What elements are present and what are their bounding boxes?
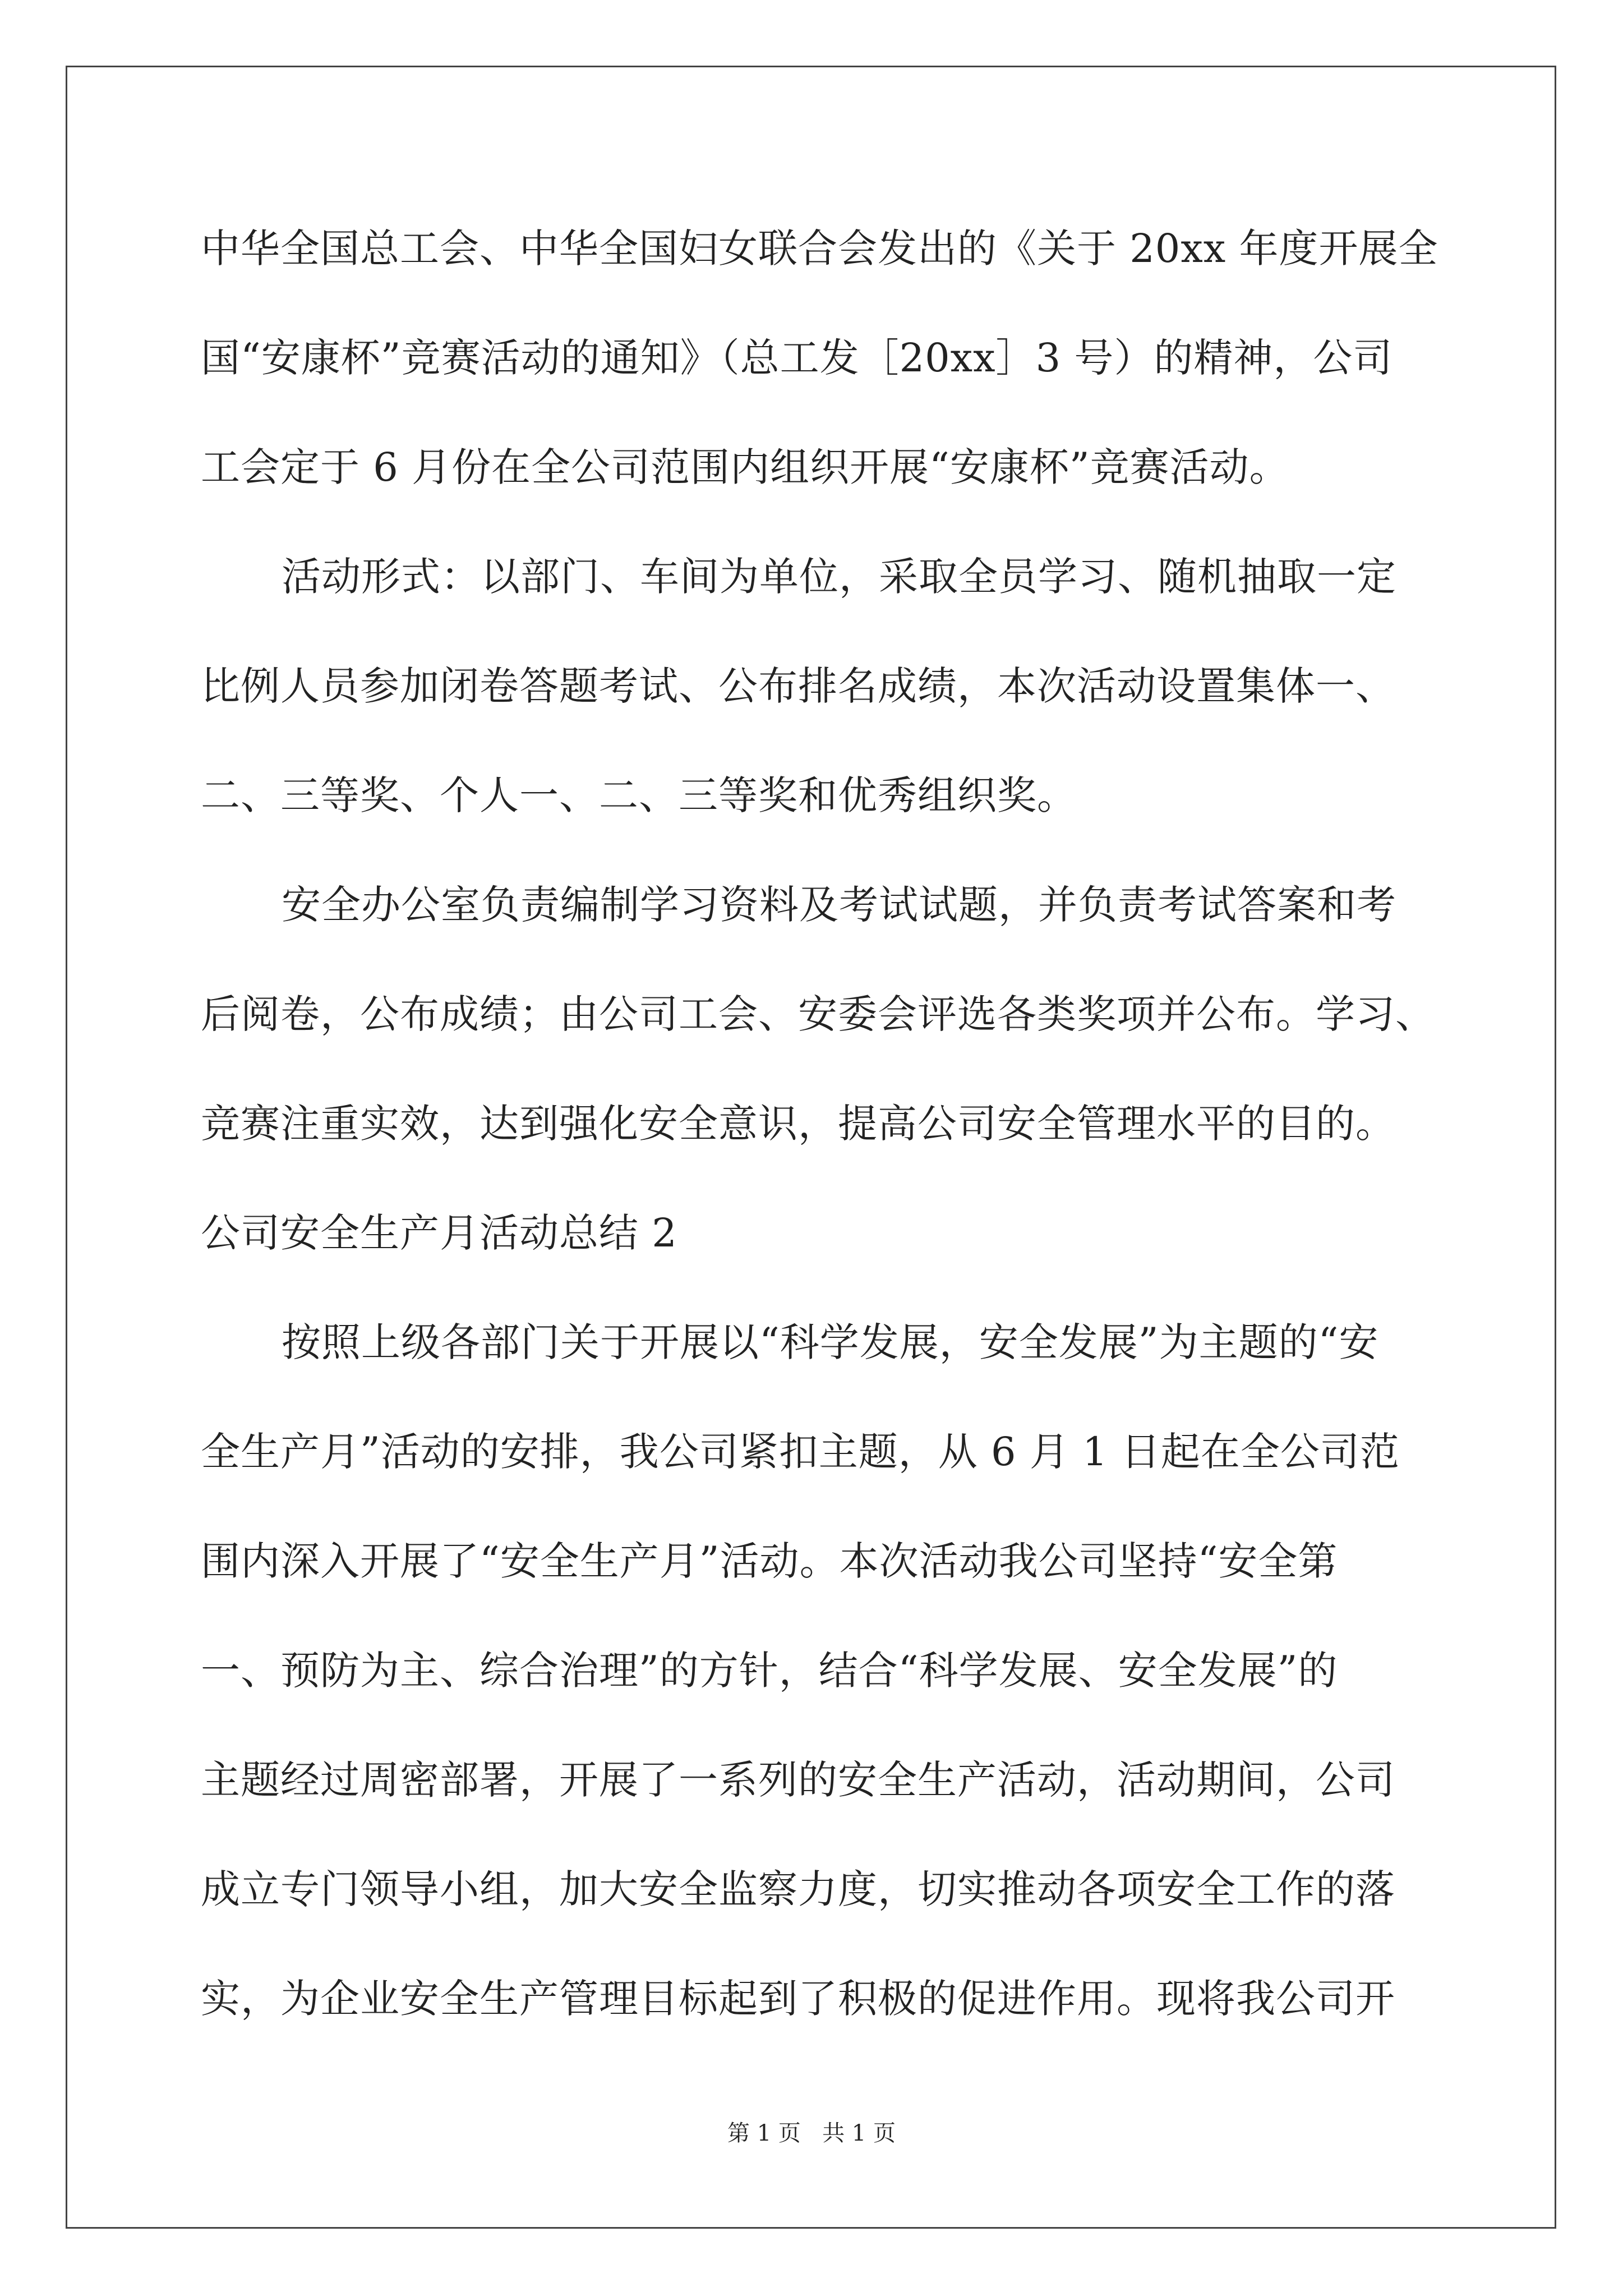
text-line: 成立专门领导小组，加大安全监察力度，切实推动各项安全工作的落 xyxy=(201,1866,1395,1912)
page-number: 第 1 页 xyxy=(727,2120,801,2146)
text-line: 全生产月”活动的安排，我公司紧扣主题，从 6 月 1 日起在全公司范 xyxy=(201,1429,1400,1475)
text-line: 竞赛注重实效，达到强化安全意识，提高公司安全管理水平的目的。 xyxy=(201,1101,1395,1147)
text-line: 一、预防为主、综合治理”的方针，结合“科学发展、安全发展”的 xyxy=(201,1648,1338,1694)
section-heading: 公司安全生产月活动总结 2 xyxy=(201,1210,677,1256)
text-line: 安全办公室负责编制学习资料及考试试题，并负责考试答案和考 xyxy=(282,882,1396,928)
text-line: 活动形式：以部门、车间为单位，采取全员学习、随机抽取一定 xyxy=(282,554,1396,600)
text-line: 按照上级各部门关于开展以“科学发展，安全发展”为主题的“安 xyxy=(282,1319,1379,1365)
text-line: 围内深入开展了“安全生产月”活动。本次活动我公司坚持“安全第 xyxy=(201,1538,1338,1584)
text-line: 二、三等奖、个人一、二、三等奖和优秀组织奖。 xyxy=(201,772,1077,818)
text-line: 主题经过周密部署，开展了一系列的安全生产活动，活动期间，公司 xyxy=(201,1757,1395,1803)
text-line: 比例人员参加闭卷答题考试、公布排名成绩，本次活动设置集体一、 xyxy=(201,663,1395,709)
text-line: 实，为企业安全生产管理目标起到了积极的促进作用。现将我公司开 xyxy=(201,1976,1395,2022)
text-line: 后阅卷，公布成绩；由公司工会、安委会评选各类奖项并公布。学习、 xyxy=(201,991,1435,1037)
page-footer xyxy=(0,2119,1623,2147)
page-total: 共 1 页 xyxy=(822,2120,896,2146)
text-line: 国“安康杯”竞赛活动的通知》（总工发［20xx］3 号）的精神，公司 xyxy=(201,335,1393,381)
text-line: 工会定于 6 月份在全公司范围内组织开展“安康杯”竞赛活动。 xyxy=(201,444,1289,490)
text-line: 中华全国总工会、中华全国妇女联合会发出的《关于 20xx 年度开展全 xyxy=(201,226,1438,272)
